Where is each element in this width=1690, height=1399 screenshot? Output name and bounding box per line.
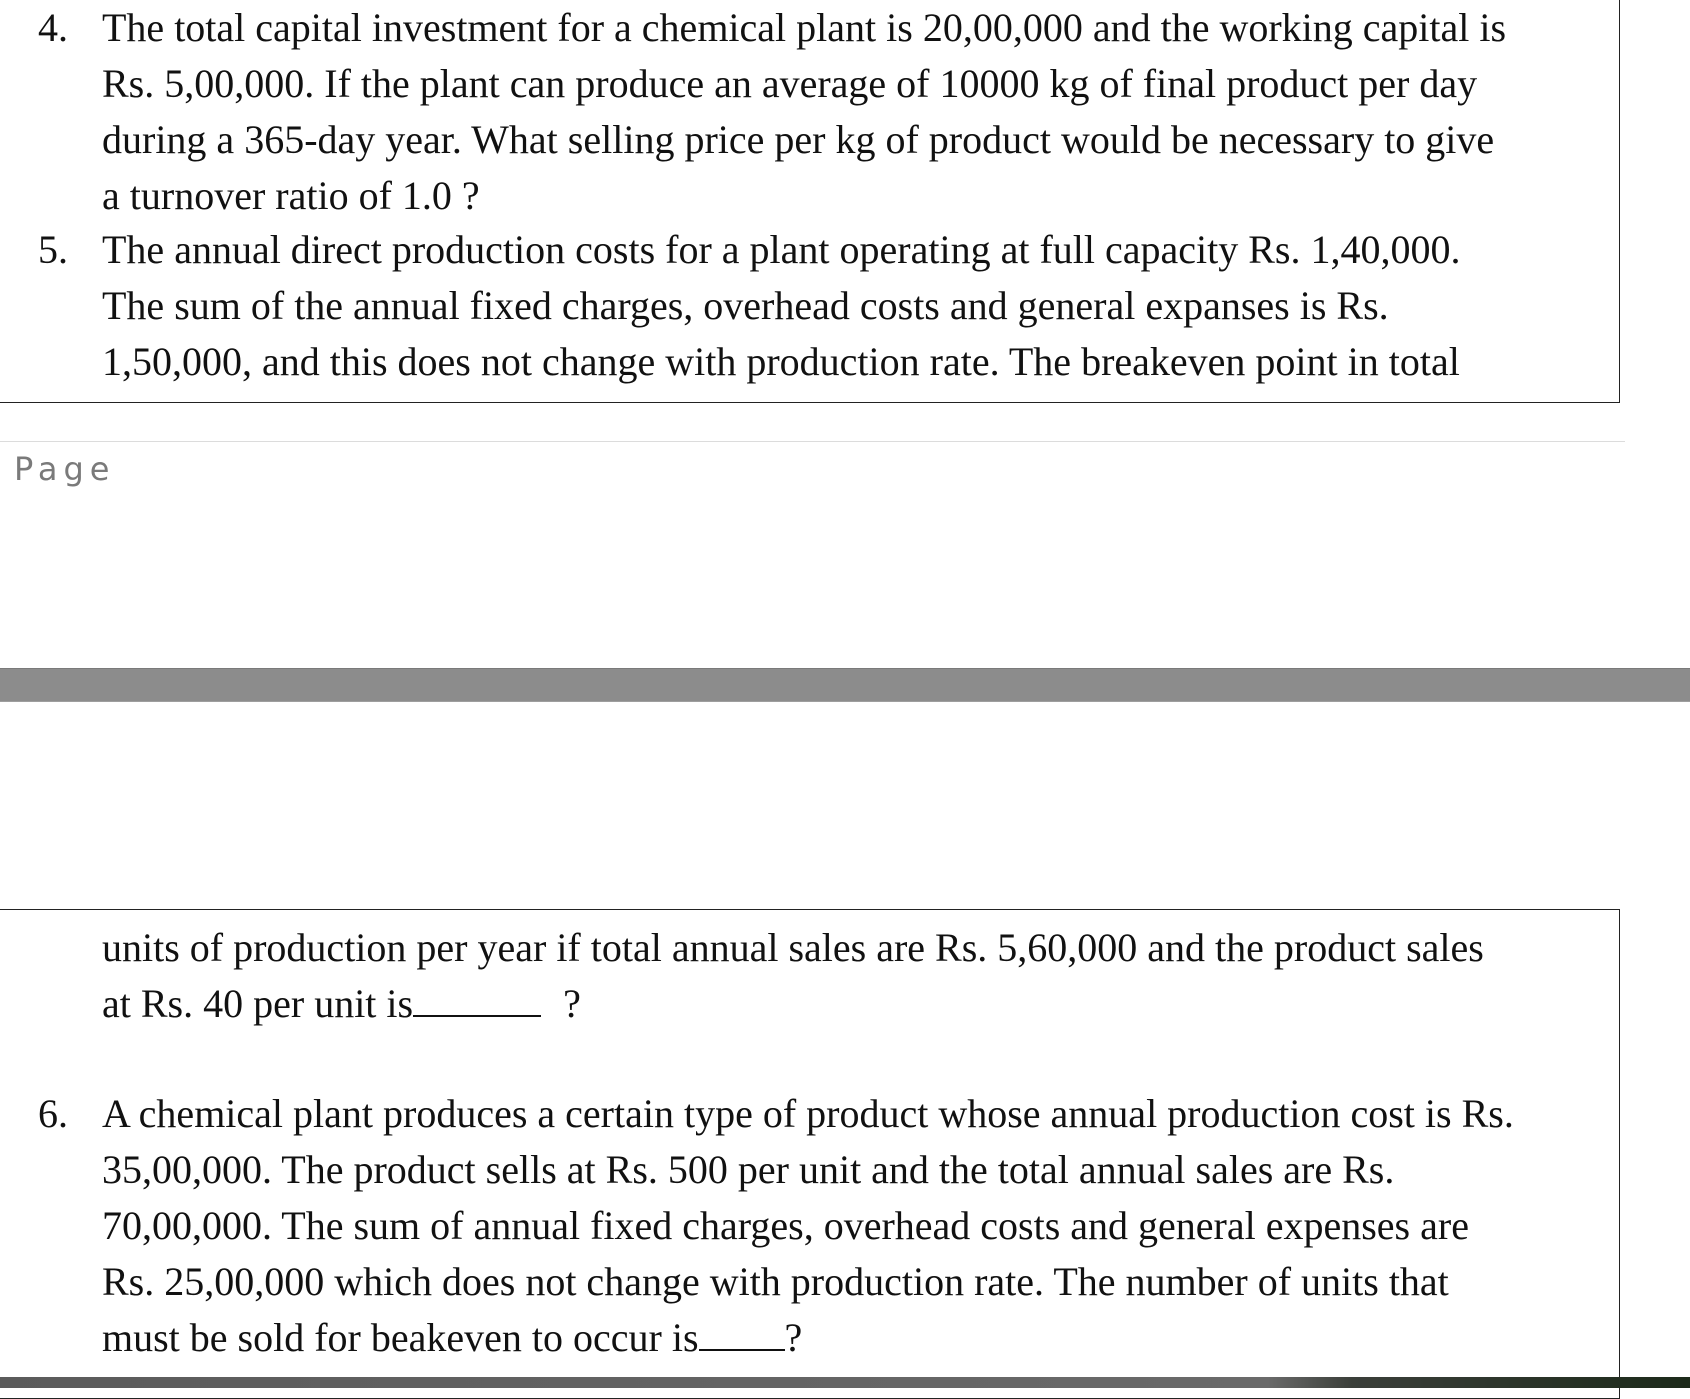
text-line: 1,50,000, and this does not change with production rate. The breakeven point in total — [102, 339, 1460, 384]
text-line: The annual direct production costs for a plant operating at full capacity Rs. 1,40,000. — [102, 227, 1461, 272]
text-line: The total capital investment for a chemical plant is 20,00,000 and the working capital is — [102, 5, 1507, 50]
question-number: 6. — [38, 1091, 68, 1136]
line-suffix: ? — [784, 1315, 803, 1360]
question-text — [102, 1086, 1622, 1366]
question-text — [102, 222, 1622, 390]
text-line: Rs. 25,00,000 which does not change with production rate. The number of units that — [102, 1259, 1449, 1304]
answer-blank — [699, 1313, 785, 1351]
page-one — [0, 0, 1690, 668]
text-line: units of production per year if total annual sales are Rs. 5,60,000 and the product sales — [102, 925, 1484, 970]
text-line-with-blank — [102, 1310, 1622, 1366]
footer-divider — [0, 441, 1625, 442]
question-number: 4. — [38, 5, 68, 50]
text-line: 35,00,000. The product sells at Rs. 500 per unit and the total annual sales are Rs. — [102, 1147, 1395, 1192]
text-line: a turnover ratio of 1.0 ? — [102, 173, 480, 218]
answer-blank — [413, 979, 541, 1017]
text-line: during a 365-day year. What selling price per kg of product would be necessary to give — [102, 117, 1495, 162]
line-prefix: at Rs. 40 per unit is — [102, 981, 414, 1026]
line-suffix: ? — [563, 981, 581, 1026]
question-text — [102, 0, 1622, 224]
line-prefix: must be sold for beakeven to occur is — [102, 1315, 699, 1360]
text-line: The sum of the annual fixed charges, overhead costs and general expanses is Rs. — [102, 283, 1389, 328]
page-break-gap — [0, 668, 1690, 702]
question-number: 5. — [38, 227, 68, 272]
bottom-edge-bar — [0, 1377, 1690, 1388]
question-text — [102, 920, 1622, 1032]
text-line: Rs. 5,00,000. If the plant can produce an average of 10000 kg of final product per day — [102, 61, 1478, 106]
text-line: 70,00,000. The sum of annual fixed charges, overhead costs and general expenses are — [102, 1203, 1469, 1248]
text-line: A chemical plant produces a certain type of product whose annual production cost is Rs. — [102, 1091, 1514, 1136]
text-line-with-blank — [102, 976, 1622, 1032]
page-footer-label: Page — [14, 450, 116, 488]
